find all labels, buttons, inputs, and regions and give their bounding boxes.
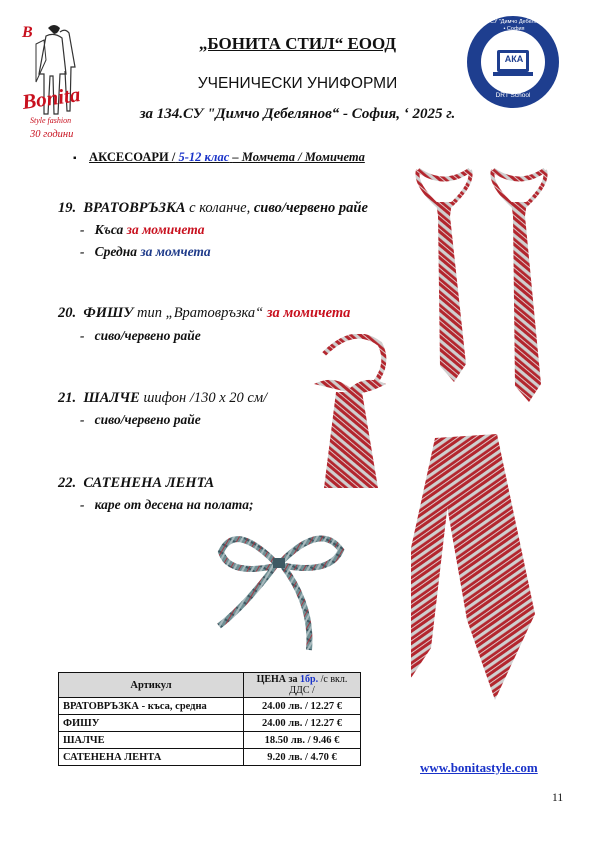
item-tag: за момичета <box>263 305 351 321</box>
item-21-sub <box>80 412 201 428</box>
table-row <box>59 749 361 766</box>
tie-short-image <box>408 168 480 390</box>
col-price <box>244 673 361 698</box>
price-qty: 1бр. <box>300 674 319 685</box>
price-cell: 9.20 лв. / 4.70 € <box>244 749 361 766</box>
price-cell: 18.50 лв. / 9.46 € <box>244 732 361 749</box>
price-cell: 24.00 лв. / 12.27 € <box>244 715 361 732</box>
sub-text: сиво/червено райе <box>94 328 201 343</box>
price-vat: /с вкл. ДДС / <box>289 674 348 696</box>
item-20-sub <box>80 328 201 344</box>
school-logo <box>465 14 561 110</box>
article-cell: ФИШУ <box>59 715 244 732</box>
section-label: АКСЕСОАРИ / <box>89 150 176 164</box>
scarf-image <box>405 430 557 702</box>
logo-tagline: Style fashion <box>30 116 72 125</box>
item-desc-bold: сиво/червено райе <box>250 200 368 216</box>
item-name: ШАЛЧЕ <box>83 390 140 406</box>
dash: - <box>80 222 85 237</box>
item-desc: шифон /130 х 20 см/ <box>139 390 268 406</box>
item-number: 19. <box>58 200 77 216</box>
sub-tag: за момичета <box>126 222 205 237</box>
logo-letter: B <box>22 24 33 41</box>
logo-brand: Bonita <box>20 82 82 114</box>
item-22-sub <box>80 497 254 513</box>
sub-text: Къса <box>94 222 127 237</box>
school-logo-text: 134 СУ "Димчо Дебелянов" • София <box>479 19 549 32</box>
website-link[interactable]: www.bonitastyle.com <box>420 760 538 775</box>
uniforms-subtitle: УЧЕНИЧЕСКИ УНИФОРМИ <box>197 75 398 92</box>
price-table <box>58 672 361 766</box>
company-title: „БОНИТА СТИЛ“ ЕООД <box>198 34 397 53</box>
item-22-heading <box>58 475 214 492</box>
dash: - <box>80 328 85 343</box>
school-logo-mark: AКA <box>504 54 524 64</box>
item-name: ВРАТОВРЪЗКА <box>83 200 186 216</box>
item-number: 22. <box>58 475 77 491</box>
item-desc: с коланче, <box>185 200 251 216</box>
item-number: 20. <box>58 305 77 321</box>
item-21-heading <box>58 390 267 407</box>
page-number: 11 <box>552 792 564 804</box>
item-name: САТЕНЕНА ЛЕНТА <box>83 475 215 491</box>
section-classes: 5-12 клас <box>178 150 230 164</box>
sub-tag: за момчета <box>140 244 211 259</box>
sub-text: сиво/червено райе <box>94 412 201 427</box>
article-cell: ШАЛЧЕ <box>59 732 244 749</box>
sub-text: каре от десена на полата; <box>94 497 254 512</box>
dash: - <box>80 497 85 512</box>
price-cell: 24.00 лв. / 12.27 € <box>244 698 361 715</box>
table-row <box>59 732 361 749</box>
item-19-sub-2 <box>80 244 211 260</box>
fishu-image <box>310 334 388 494</box>
satin-ribbon-image <box>215 520 355 660</box>
item-19-heading <box>58 200 368 217</box>
section-bullet: ▪ <box>73 153 77 164</box>
item-20-heading <box>58 305 350 322</box>
table-row <box>59 698 361 715</box>
school-line: за 134.СУ "Димчо Дебелянов“ - София, ‘ 2025 г. <box>139 106 456 122</box>
sub-text: Средна <box>94 244 141 259</box>
item-number: 21. <box>58 390 77 406</box>
table-row <box>59 715 361 732</box>
school-logo-bottom: DRT School <box>495 92 531 99</box>
col-article: Артикул <box>59 673 244 698</box>
item-name: ФИШУ <box>83 305 134 321</box>
article-cell: ВРАТОВРЪЗКА - къса, средна <box>59 698 244 715</box>
item-desc: тип „Вратовръзка“ <box>133 305 264 321</box>
item-19-sub-1 <box>80 222 204 238</box>
logo-years: 30 години <box>30 129 74 140</box>
tie-medium-image <box>483 168 555 408</box>
dash: - <box>80 412 85 427</box>
article-cell: САТЕНЕНА ЛЕНТА <box>59 749 244 766</box>
section-audience: – Момчета / Момичета <box>232 150 365 164</box>
dash: - <box>80 244 85 259</box>
section-heading <box>73 150 365 165</box>
price-label: ЦЕНА за <box>256 674 301 685</box>
